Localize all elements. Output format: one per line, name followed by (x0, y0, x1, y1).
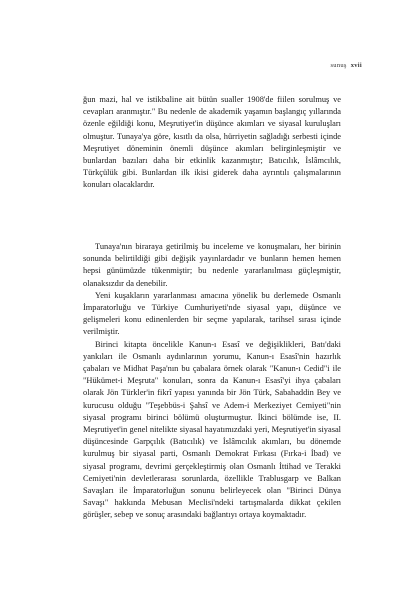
section-label: sunuş (330, 62, 347, 69)
text-block-top (83, 94, 341, 192)
running-header (330, 62, 362, 69)
page-number: xvii (350, 62, 362, 69)
paragraph: ğun mazi, hal ve istikbaline ait bütün sualler 1908'de fiilen sorulmuş ve cevapları aranmıştır." Bu nedenle de akademik yaşamın başlangıç yıllarında özenle eğildiği konu, Meşrutiyet'in düşünce akımları ve siyasal kuruluşları olmuştur. Tunaya'ya göre, kısıtlı da olsa, hürriyetin sağladığı serbesti içinde Meşrutiyet döneminin önemli düşünce akımları belirginleşmiştir ve bunlardan bazıları daha bir etkinlik kazanmıştır; Batıcılık, İslâmcılık, Türkçülük gibi. Bunlardan ilk ikisi giderek daha ayrıntılı çalışmalarının konuları olacaklardır. (83, 95, 341, 190)
text-block-main (83, 241, 341, 522)
paragraph: Yeni kuşakların yararlanması amacına yönelik bu derlemede Osmanlı İmparatorluğu ve Türkiye Cumhuriyeti'nde siyasal yapı, düşünce ve gelişmeleri konu edinenlerden bir seçme yapılarak, tarihsel sırası içinde verilmiştir. (83, 290, 341, 337)
paragraph: Tunaya'nın biraraya getirilmiş bu inceleme ve konuşmaları, her birinin sonunda belirtildiği gibi değişik yayınlardadır ve bunların hemen hemen hepsi günümüzde tükenmiştir; bu nedenle yararlanılması güçleşmiştir, olanaksızdır da denebilir. (83, 242, 341, 288)
paragraph: Birinci kitapta öncelikle Kanun-ı Esasî ve değişiklikleri, Batı'daki yankıları ile Osmanlı aydınlarının yorumu, Kanun-ı Esasî'nin hazırlık çabaları ve Midhat Paşa'nın bu çabalara örnek olarak "Kanun-ı Cedid"i ile "Hükümet-i Meşruta" konuları, sonra da Kanun-ı Esasî'yi ihya çabaları olarak Jön Türkler'in fikrî yapısı yanında bir Jön Türk, Sabahaddin Bey ve kurucusu olduğu "Teşebbüs-i Şahsî ve Adem-i Merkeziyet Cemiyeti"nin siyasal programı birinci bölümü oluşturmuştur. İkinci bölümde ise, II. Meşrutiyet'in genel nitelikte siyasal hayatımızdaki yeri, Meşrutiyet'in siyasal düşüncesinde Garpçılık (Batıcılık) ve İslâmcılık akımları, bu dönemde kurulmuş bir siyasal parti, Osmanlı Demokrat Fırkası (Fırka-i İbad) ve siyasal programı, devrimi gerçekleştirmiş olan Osmanlı İttihad ve Terakki Cemiyeti'nin devletlerarası sorunlarda, özellikle Trablusgarp ve Balkan Savaşları ile İmparatorluğun sonunu belirleyecek olan "Birinci Dünya Savaşı" hakkında Mebusan Meclisi'ndeki tartışmalarda dikkat çekilen görüşler, sebep ve sonuç arasındaki bağlantıyı ortaya koymaktadır. (83, 339, 341, 520)
